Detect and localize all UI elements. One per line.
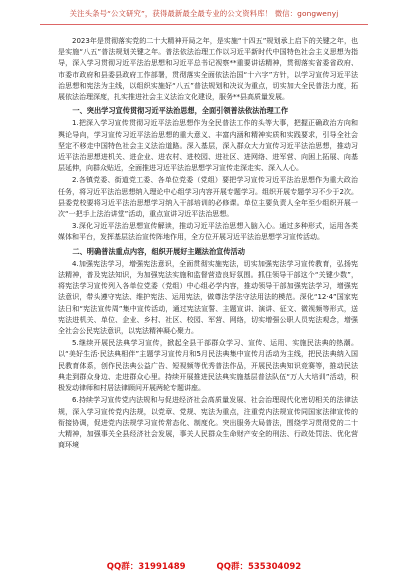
banner-divider xyxy=(40,24,368,25)
banner-text: 关注头条号“公文研究”，获得最新最全最专业的公文资料库！ 微信：gongwenyj xyxy=(69,9,339,18)
paragraph-3: 3.深化习近平法治思想宣传解读，推动习近平法治思想入脑入心。通过多种形式，运用各类媒体和平台，发挥基层法治宣传阵地作用，全方位开展习近平法治思想学习宣传活动。 xyxy=(58,222,358,242)
section-1-heading: 一、突出学习宣传贯彻习近平法治思想，全面引领普法依法治理工作 xyxy=(72,106,289,116)
intro-paragraph: 2023年是贯彻落实党的二十大精神开局之年，是实施“十四五”规划承上启下的关键之年，也是实施“八五”普法规划关键之年。普法依法治理工作以习近平新时代中国特色社会主义思想为指导，深入学习贯彻习近平法治思想和习近平总书记视察**重要讲话精神，贯彻落实省委省政府、市委市政府和县委县政府工作部署，贯彻落实全面依法治国“十六字”方针，以学习宣传习近平法治思想和宪法为主线，以组织实施好“八五”普法规划和决议为重点，切实加大全民普法力度，拓展依法治理深度，扎实推进社会主义法治文化建设，服务**县高质量发展。 xyxy=(58,37,358,102)
header-banner xyxy=(0,0,408,30)
footer-qq-group-2: QQ群：535304092 xyxy=(216,562,302,572)
paragraph-6: 6.持续学习宣传党内法规和与促进经济社会高质量发展、社会治理现代化密切相关的法律法规，深入学习宣传党内法规，以党章、党规、宪法为重点，注重党内法规宣传同国家法律宣传的衔接协调，促进党内法规学习宣传常态化、制度化。突出服务大局普法，围绕学习贯彻党的二十大精神，加强事关全县经济社会发展，事关人民群众生命财产安全的刑法、行政处罚法、优化营商环境 xyxy=(58,396,358,450)
paragraph-4: 4.加强宪法学习，增强宪法意识，全面贯彻实施宪法，切实加强宪法学习宣传教育，弘扬宪法精神，普及宪法知识，为加强宪法实施和监督营造良好氛围。抓住领导干部这个“关键少数”，将宪法学习宣传列入各单位党委（党组）中心组必学内容，推动领导干部加强宪法学习，增强宪法意识，带头遵守宪法、维护宪法、运用宪法，做尊法学法守法用法的模范。深化“12·4”国家宪法日和“宪法宣传周”集中宣传活动，通过宪法宣誓、主题宣讲、演讲、征文、微视频等形式，送宪法进机关、单位、企业、乡村、社区、校园、军营、网络，切实增强公职人员宪法观念，增强全社会公民宪法意识，以宪法精神凝心聚力。 xyxy=(58,259,358,336)
paragraph-5: 5.继续开展民法典学习宣传，掀起全县干部群众学习、宣传、运用、实施民法典的热潮。以“美好生活·民法典相伴”主题学习宣传月和5月民法典集中宣传月活动为主线，把民法典纳入国民教育体系，创作民法典公益广告、短视频等优秀普法作品，开展民法典知识竞赛等，推动民法典走到群众身边、走进群众心里。持续开展推进民法典实施基层普法队伍“万人大培训”活动，积极发动律师和村居法律顾问开展两轮专题讲座。 xyxy=(58,339,358,393)
paragraph-2: 2.各镇党委、街道党工委、各单位党委（党组）要把学习宣传习近平法治思想作为重大政治任务，将习近平法治思想纳入理论中心组学习内容开展专题学习。组织开展专题学习不少于2次。县委党校要将习近平法治思想学习纳入干部培训的必修课。单位主要负责人全年至少组织开展一次“一把手上法治讲堂”活动，重点宣讲习近平法治思想。 xyxy=(58,176,358,219)
document-body xyxy=(58,36,358,452)
section-2-heading: 二、明确普法重点内容，组织开展好主题法治宣传活动 xyxy=(72,246,245,256)
paragraph-1: 1.把深入学习宣传贯彻习近平法治思想作为全民普法工作的头等大事，把握正确政治方向和舆论导向，学习宣传习近平法治思想的重大意义、丰富内涵和精神实质和实践要求，引导全社会坚定不移走中国特色社会主义法治道路。深入基层，深入群众大力宣传习近平法治思想，推动习近平法治思想进机关、进企业、进农村、进校园、进社区、进网络、进军营、向困上拓展、向基层延伸，向群众贴近，全面推进习近平法治思想学习宣传走深走实、深入人心。 xyxy=(58,119,358,173)
footer-qq-group-1: QQ群：31991489 xyxy=(106,562,186,572)
footer-contacts xyxy=(0,560,408,572)
